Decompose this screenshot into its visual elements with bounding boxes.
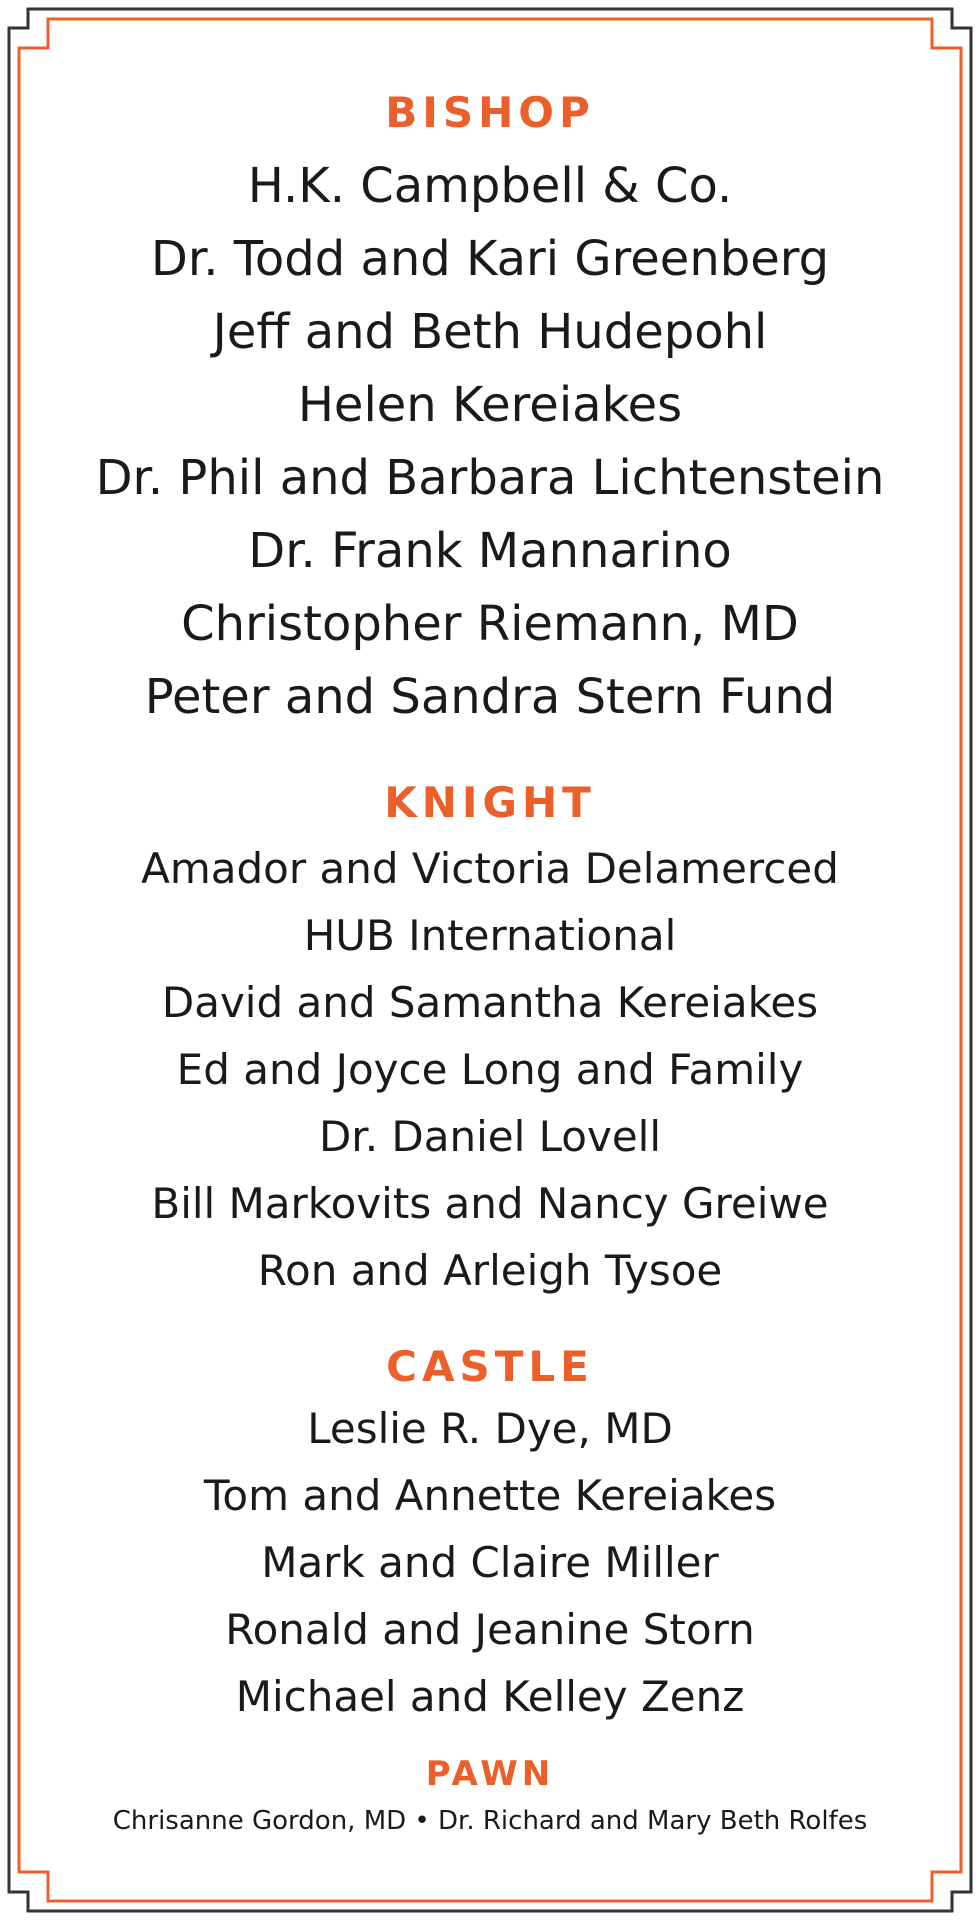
pawn-names: Chrisanne Gordon, MD • Dr. Richard and Mary Beth Rolfes bbox=[112, 1806, 868, 1836]
castle-name: Tom and Annette Kereiakes bbox=[203, 1471, 777, 1520]
bishop-name: Peter and Sandra Stern Fund bbox=[144, 669, 836, 725]
knight-name: Dr. Daniel Lovell bbox=[318, 1112, 662, 1161]
castle-heading: CASTLE bbox=[386, 1342, 594, 1391]
knight-name: Bill Markovits and Nancy Greiwe bbox=[151, 1179, 829, 1228]
knight-heading: KNIGHT bbox=[384, 778, 596, 827]
knight-name: Ed and Joyce Long and Family bbox=[176, 1045, 804, 1094]
bishop-name: Christopher Riemann, MD bbox=[181, 596, 799, 652]
knight-name: HUB International bbox=[303, 911, 677, 960]
bishop-name: Jeff and Beth Hudepohl bbox=[212, 304, 768, 360]
knight-name: Amador and Victoria Delamerced bbox=[141, 844, 839, 893]
bishop-name: Helen Kereiakes bbox=[297, 377, 683, 433]
bishop-name: H.K. Campbell & Co. bbox=[247, 158, 733, 214]
bishop-name: Dr. Frank Mannarino bbox=[248, 523, 732, 579]
bishop-name: Dr. Phil and Barbara Lichtenstein bbox=[95, 450, 885, 506]
castle-name: Michael and Kelley Zenz bbox=[235, 1672, 745, 1721]
pawn-heading: PAWN bbox=[425, 1754, 555, 1794]
knight-name: David and Samantha Kereiakes bbox=[161, 978, 819, 1027]
castle-name: Mark and Claire Miller bbox=[261, 1538, 719, 1587]
bishop-name: Dr. Todd and Kari Greenberg bbox=[150, 231, 830, 287]
castle-name: Leslie R. Dye, MD bbox=[307, 1404, 673, 1453]
castle-name: Ronald and Jeanine Storn bbox=[225, 1605, 755, 1654]
bishop-heading: BISHOP bbox=[385, 88, 595, 137]
knight-name: Ron and Arleigh Tysoe bbox=[257, 1246, 723, 1295]
